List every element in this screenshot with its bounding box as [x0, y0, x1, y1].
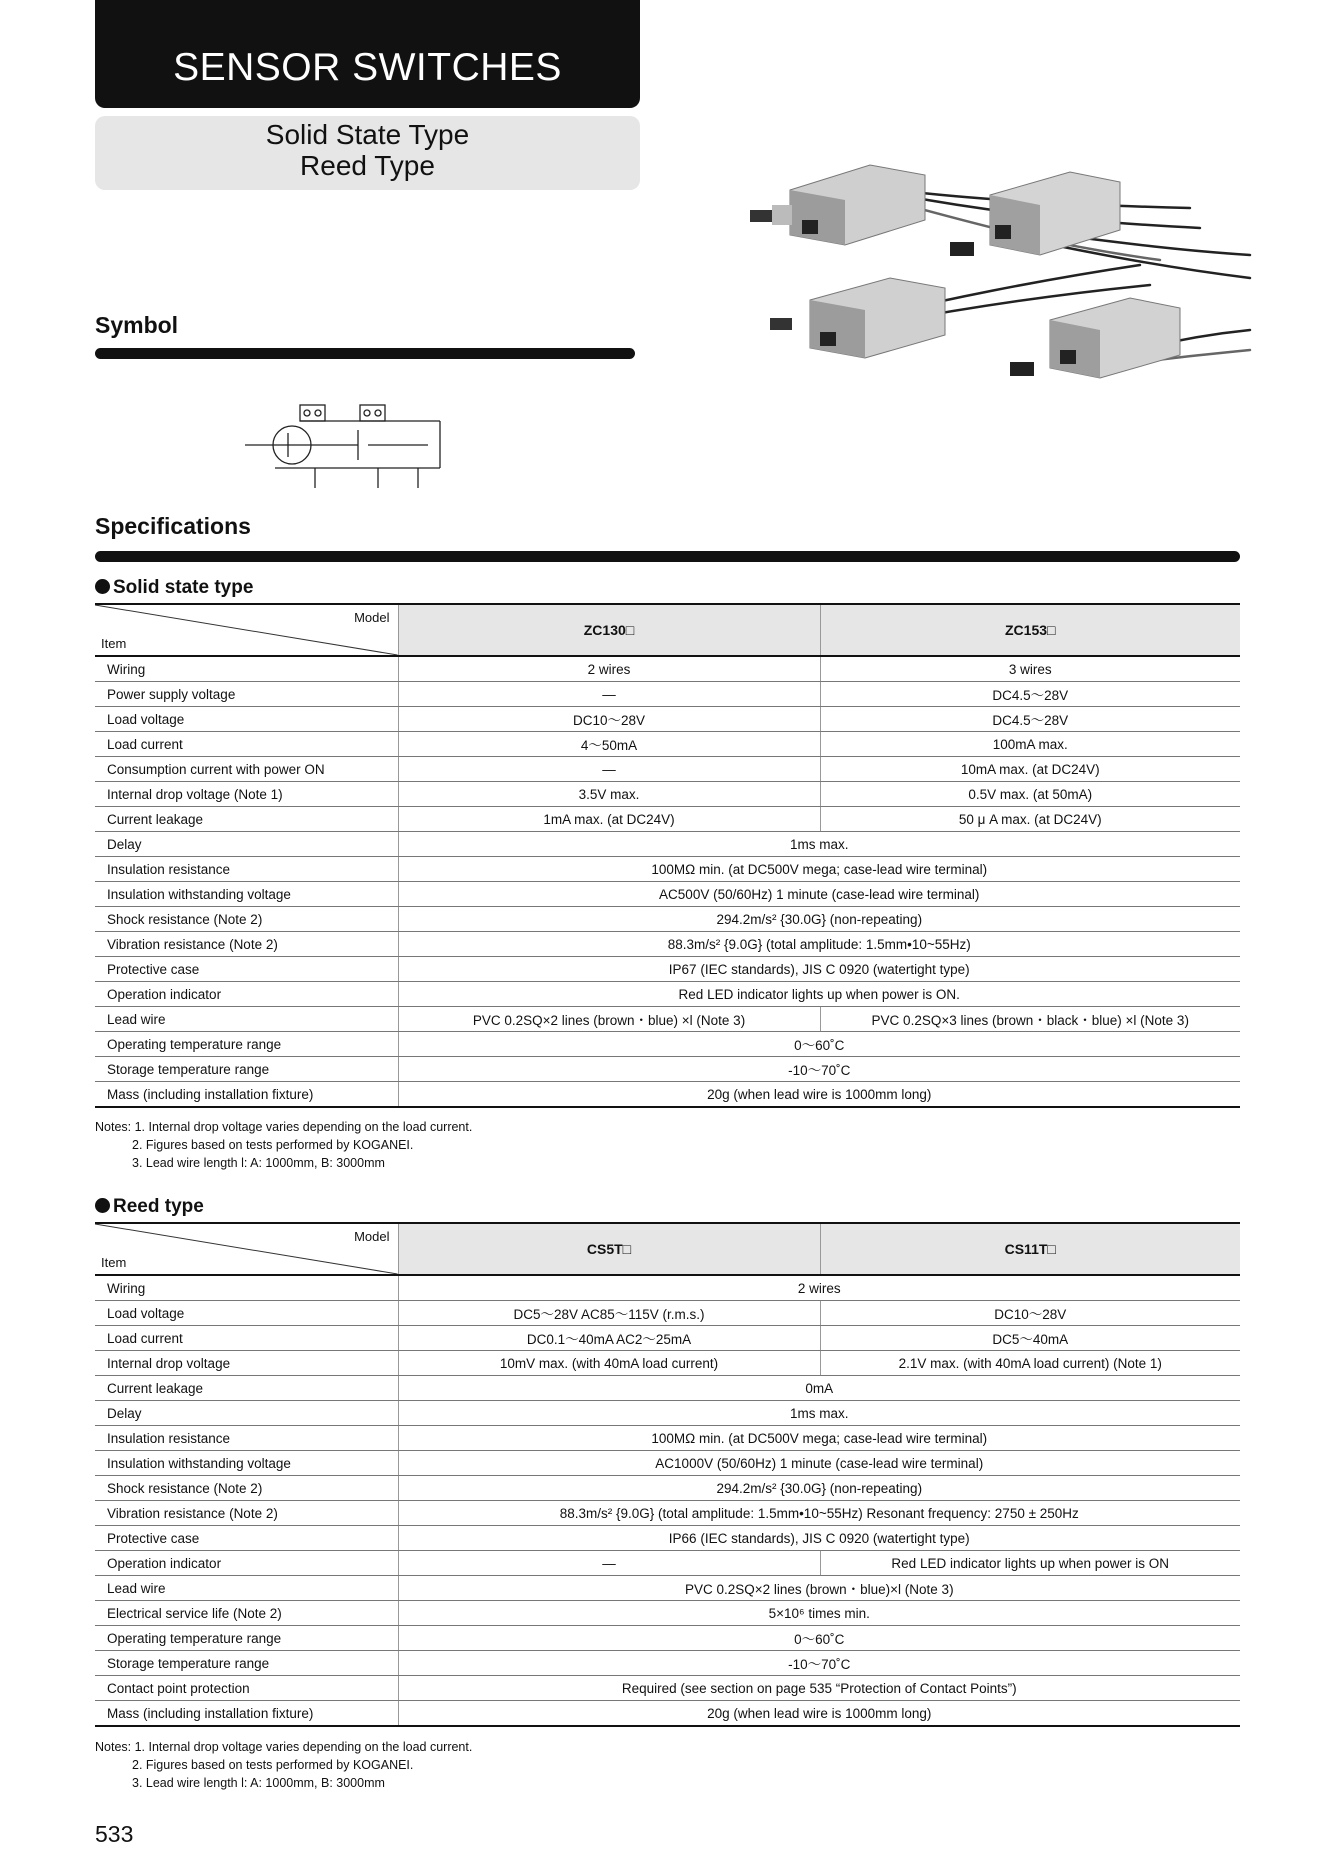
- table-row: [95, 1676, 1240, 1701]
- row-item-label: Insulation withstanding voltage: [95, 882, 398, 907]
- subtitle-banner: [95, 116, 640, 190]
- row-value-model-1: —: [398, 682, 820, 707]
- solid-state-notes: [95, 1118, 472, 1172]
- row-value-model-1: 1mA max. (at DC24V): [398, 807, 820, 832]
- row-item-label: Insulation resistance: [95, 1426, 398, 1451]
- row-item-label: Current leakage: [95, 807, 398, 832]
- row-value-model-2: PVC 0.2SQ×3 lines (brown・black・blue) ×l (Note 3): [820, 1007, 1240, 1032]
- row-item-label: Load voltage: [95, 1301, 398, 1326]
- row-item-label: Vibration resistance (Note 2): [95, 1501, 398, 1526]
- symbol-heading-bar: [95, 348, 635, 359]
- row-item-label: Load current: [95, 732, 398, 757]
- note-line: 2. Figures based on tests performed by KOGANEI.: [132, 1138, 414, 1152]
- specifications-heading: Specifications: [95, 513, 251, 539]
- table-row: [95, 1301, 1240, 1326]
- row-item-label: Load voltage: [95, 707, 398, 732]
- model-header-zc153: ZC153□: [820, 604, 1240, 656]
- row-value-model-1: DC5～28V AC85～115V (r.m.s.): [398, 1301, 820, 1326]
- row-item-label: Vibration resistance (Note 2): [95, 932, 398, 957]
- row-item-label: Lead wire: [95, 1576, 398, 1601]
- table-row: [95, 1451, 1240, 1476]
- table-row: [95, 1601, 1240, 1626]
- row-value-model-2: DC5～40mA: [820, 1326, 1240, 1351]
- row-value: 0mA: [398, 1376, 1240, 1401]
- subtitle-line1: Solid State Type: [265, 119, 470, 150]
- row-value: IP67 (IEC standards), JIS C 0920 (watertight type): [398, 957, 1240, 982]
- row-item-label: Insulation withstanding voltage: [95, 1451, 398, 1476]
- row-value-model-1: —: [398, 1551, 820, 1576]
- row-value-model-2: 100mA max.: [820, 732, 1240, 757]
- row-value-model-2: Red LED indicator lights up when power is ON: [820, 1551, 1240, 1576]
- row-value: 5×10⁶ times min.: [398, 1601, 1240, 1626]
- row-value-model-2: DC4.5～28V: [820, 707, 1240, 732]
- row-item-label: Wiring: [95, 1275, 398, 1301]
- row-value: 100MΩ min. (at DC500V mega; case-lead wire terminal): [398, 1426, 1240, 1451]
- table-row: [95, 1401, 1240, 1426]
- table-row: [95, 1701, 1240, 1727]
- row-item-label: Contact point protection: [95, 1676, 398, 1701]
- table-row: [95, 832, 1240, 857]
- note-line: 2. Figures based on tests performed by KOGANEI.: [132, 1758, 414, 1772]
- row-item-label: Electrical service life (Note 2): [95, 1601, 398, 1626]
- table-row: [95, 1082, 1240, 1108]
- table-row: [95, 782, 1240, 807]
- row-value-model-1: 4～50mA: [398, 732, 820, 757]
- row-item-label: Protective case: [95, 957, 398, 982]
- table-row: [95, 1476, 1240, 1501]
- model-label: Model: [354, 1229, 390, 1244]
- row-value: 1ms max.: [398, 832, 1240, 857]
- subtitle-line2: Reed Type: [300, 150, 435, 181]
- row-value-model-2: 2.1V max. (with 40mA load current) (Note 1): [820, 1351, 1240, 1376]
- row-value: 294.2m/s² {30.0G} (non-repeating): [398, 1476, 1240, 1501]
- table-row: [95, 982, 1240, 1007]
- row-item-label: Mass (including installation fixture): [95, 1082, 398, 1108]
- row-value: IP66 (IEC standards), JIS C 0920 (watertight type): [398, 1526, 1240, 1551]
- solid-state-heading: Solid state type: [95, 577, 253, 599]
- table-row: [95, 1576, 1240, 1601]
- model-label: Model: [354, 610, 390, 625]
- model-header-cs11t: CS11T□: [820, 1223, 1240, 1275]
- row-item-label: Operation indicator: [95, 982, 398, 1007]
- row-item-label: Internal drop voltage: [95, 1351, 398, 1376]
- table-row: [95, 1032, 1240, 1057]
- row-item-label: Operation indicator: [95, 1551, 398, 1576]
- row-item-label: Storage temperature range: [95, 1651, 398, 1676]
- product-photo: [720, 150, 1260, 420]
- symbol-heading: Symbol: [95, 312, 179, 338]
- row-item-label: Storage temperature range: [95, 1057, 398, 1082]
- row-value: 100MΩ min. (at DC500V mega; case-lead wire terminal): [398, 857, 1240, 882]
- row-value: 1ms max.: [398, 1401, 1240, 1426]
- row-value: PVC 0.2SQ×2 lines (brown・blue)×l (Note 3): [398, 1576, 1240, 1601]
- row-value: 294.2m/s² {30.0G} (non-repeating): [398, 907, 1240, 932]
- table-row: [95, 1626, 1240, 1651]
- row-item-label: Operating temperature range: [95, 1032, 398, 1057]
- item-label: Item: [101, 636, 127, 651]
- note-line: 3. Lead wire length l: A: 1000mm, B: 3000mm: [132, 1156, 385, 1170]
- specifications-heading-bar: [95, 551, 1240, 562]
- row-value-model-2: DC10～28V: [820, 1301, 1240, 1326]
- item-label: Item: [101, 1255, 127, 1270]
- row-item-label: Lead wire: [95, 1007, 398, 1032]
- table-row: [95, 1526, 1240, 1551]
- row-value-model-2: 10mA max. (at DC24V): [820, 757, 1240, 782]
- table-row: [95, 1057, 1240, 1082]
- row-value: 88.3m/s² {9.0G} (total amplitude: 1.5mm•10~55Hz) Resonant frequency: 2750 ± 250Hz: [398, 1501, 1240, 1526]
- model-header-zc130: ZC130□: [398, 604, 820, 656]
- model-header-cs5t: CS5T□: [398, 1223, 820, 1275]
- table-row: [95, 707, 1240, 732]
- note-line: Notes: 1. Internal drop voltage varies depending on the load current.: [95, 1120, 473, 1134]
- row-value-model-1: 2 wires: [398, 656, 820, 682]
- table-row: [95, 757, 1240, 782]
- reed-type-spec-table: [95, 1222, 1240, 1727]
- row-item-label: Mass (including installation fixture): [95, 1701, 398, 1727]
- row-value-model-2: 50 μ A max. (at DC24V): [820, 807, 1240, 832]
- table-row: [95, 957, 1240, 982]
- table-row: [95, 1275, 1240, 1301]
- table-row: [95, 1426, 1240, 1451]
- row-item-label: Wiring: [95, 656, 398, 682]
- row-value: Red LED indicator lights up when power is ON.: [398, 982, 1240, 1007]
- table-row: [95, 732, 1240, 757]
- table-row: [95, 682, 1240, 707]
- table-row: [95, 807, 1240, 832]
- note-line: Notes: 1. Internal drop voltage varies depending on the load current.: [95, 1740, 473, 1754]
- solid-state-spec-table: [95, 603, 1240, 1108]
- table-corner-header: [95, 1223, 398, 1275]
- row-value-model-2: DC4.5～28V: [820, 682, 1240, 707]
- row-value: -10～70˚C: [398, 1057, 1240, 1082]
- table-row: [95, 1326, 1240, 1351]
- row-item-label: Power supply voltage: [95, 682, 398, 707]
- table-row: [95, 907, 1240, 932]
- row-item-label: Internal drop voltage (Note 1): [95, 782, 398, 807]
- table-row: [95, 1651, 1240, 1676]
- row-item-label: Shock resistance (Note 2): [95, 907, 398, 932]
- table-row: [95, 1007, 1240, 1032]
- row-value-model-1: 3.5V max.: [398, 782, 820, 807]
- row-value: -10～70˚C: [398, 1651, 1240, 1676]
- table-row: [95, 932, 1240, 957]
- row-value: AC1000V (50/60Hz) 1 minute (case-lead wire terminal): [398, 1451, 1240, 1476]
- row-item-label: Delay: [95, 832, 398, 857]
- reed-type-heading: Reed type: [95, 1196, 204, 1218]
- page-title: SENSOR SWITCHES: [173, 46, 562, 89]
- row-value-model-2: 3 wires: [820, 656, 1240, 682]
- row-value-model-1: DC10～28V: [398, 707, 820, 732]
- row-item-label: Load current: [95, 1326, 398, 1351]
- row-item-label: Operating temperature range: [95, 1626, 398, 1651]
- row-value: 88.3m/s² {9.0G} (total amplitude: 1.5mm•10~55Hz): [398, 932, 1240, 957]
- table-row: [95, 1351, 1240, 1376]
- row-value: 2 wires: [398, 1275, 1240, 1301]
- row-value-model-1: —: [398, 757, 820, 782]
- table-row: [95, 1501, 1240, 1526]
- note-line: 3. Lead wire length l: A: 1000mm, B: 3000mm: [132, 1776, 385, 1790]
- table-row: [95, 857, 1240, 882]
- switch-symbol-diagram: [240, 400, 445, 500]
- row-value: 20g (when lead wire is 1000mm long): [398, 1701, 1240, 1727]
- title-banner: [95, 0, 640, 108]
- row-value-model-1: 10mV max. (with 40mA load current): [398, 1351, 820, 1376]
- row-item-label: Protective case: [95, 1526, 398, 1551]
- row-item-label: Shock resistance (Note 2): [95, 1476, 398, 1501]
- row-value: Required (see section on page 535 “Protection of Contact Points”): [398, 1676, 1240, 1701]
- table-row: [95, 1376, 1240, 1401]
- row-value-model-1: DC0.1～40mA AC2～25mA: [398, 1326, 820, 1351]
- bullet-icon: [95, 1198, 110, 1213]
- row-value: 0～60˚C: [398, 1032, 1240, 1057]
- row-value: 20g (when lead wire is 1000mm long): [398, 1082, 1240, 1108]
- row-value-model-2: 0.5V max. (at 50mA): [820, 782, 1240, 807]
- row-item-label: Current leakage: [95, 1376, 398, 1401]
- bullet-icon: [95, 579, 110, 594]
- row-value: 0～60˚C: [398, 1626, 1240, 1651]
- table-corner-header: [95, 604, 398, 656]
- row-item-label: Insulation resistance: [95, 857, 398, 882]
- table-row: [95, 1551, 1240, 1576]
- reed-type-notes: [95, 1738, 472, 1792]
- table-row: [95, 656, 1240, 682]
- row-value-model-1: PVC 0.2SQ×2 lines (brown・blue) ×l (Note 3): [398, 1007, 820, 1032]
- page-number: 533: [95, 1821, 134, 1847]
- table-row: [95, 882, 1240, 907]
- row-value: AC500V (50/60Hz) 1 minute (case-lead wire terminal): [398, 882, 1240, 907]
- row-item-label: Consumption current with power ON: [95, 757, 398, 782]
- row-item-label: Delay: [95, 1401, 398, 1426]
